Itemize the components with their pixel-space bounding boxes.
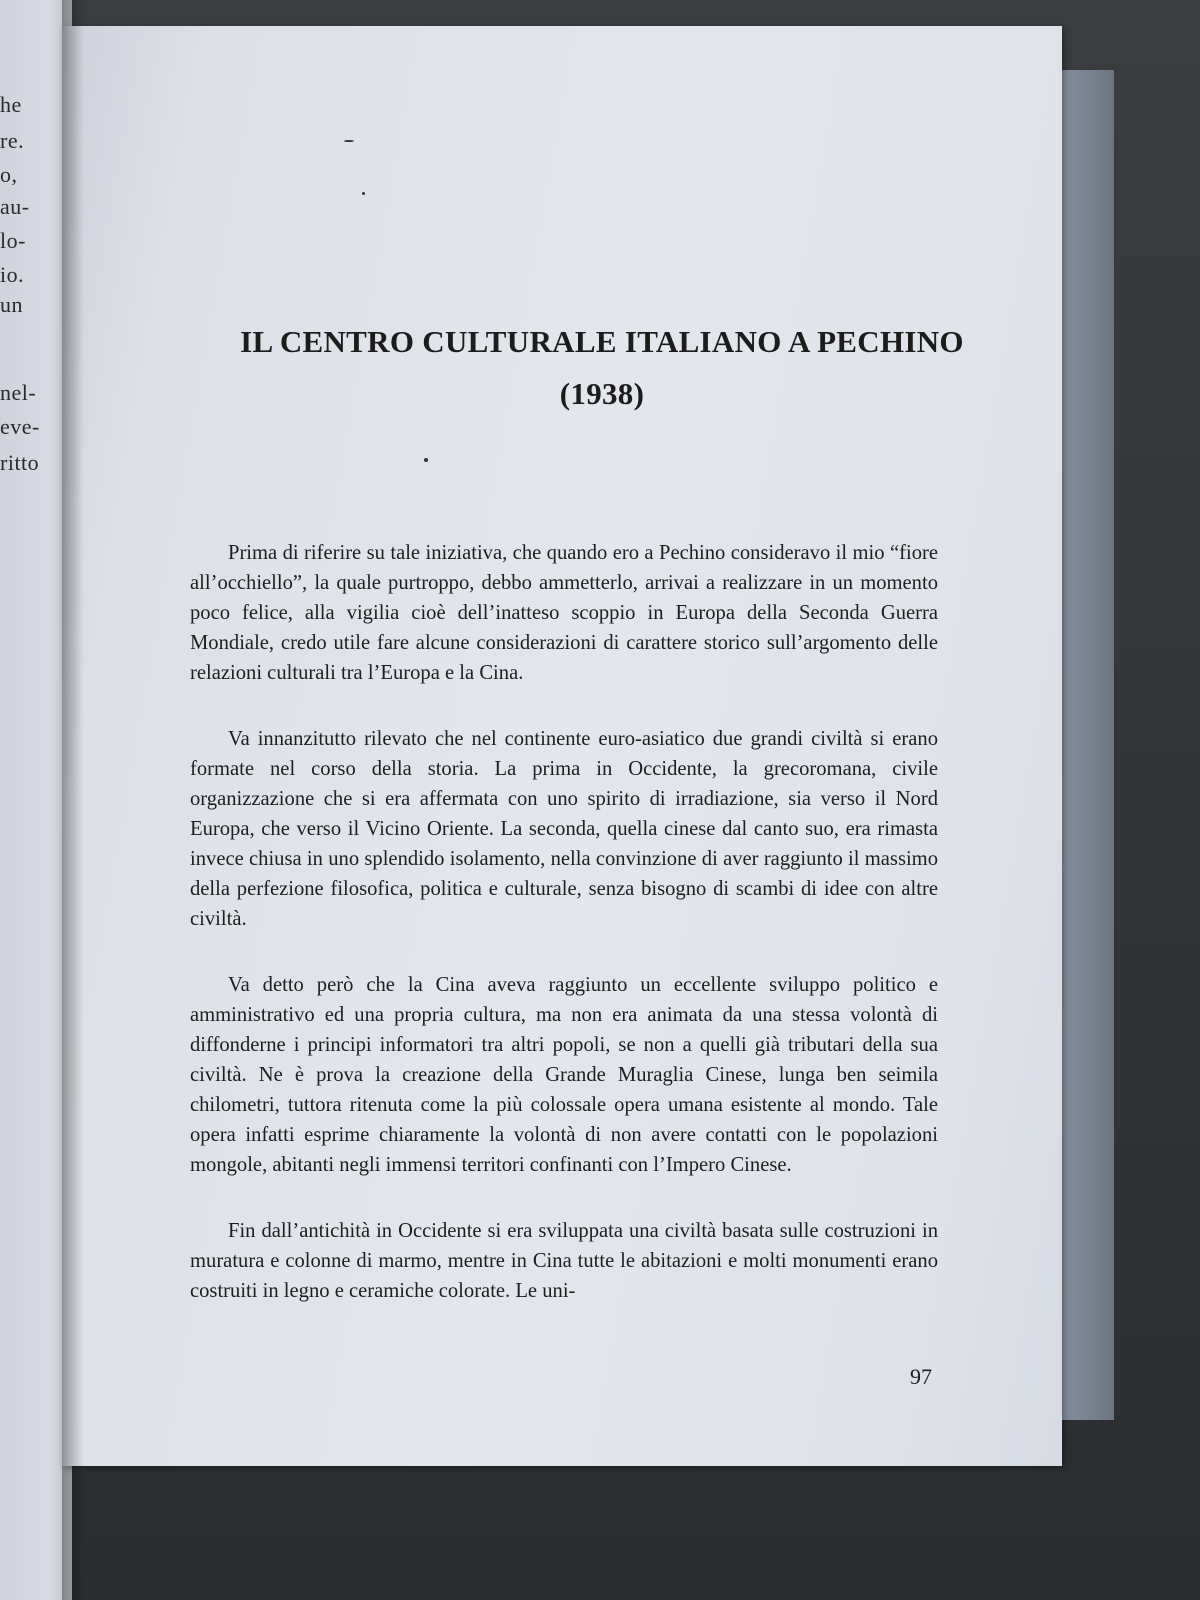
gutter-shadow [62,0,84,1600]
body-text [190,538,938,1342]
chapter-title-line: IL CENTRO CULTURALE ITALIANO A PECHINO [240,324,964,359]
left-page-fragment: o, [0,162,18,187]
ink-speck [424,458,428,462]
chapter-title [162,316,1042,420]
left-page-fragment: un [0,292,23,317]
left-page-fragment: eve- [0,414,40,439]
left-page-fragment: he [0,92,22,117]
book-page [62,26,1062,1466]
ink-speck [362,192,365,195]
paragraph: Fin dall’antichità in Occidente si era sviluppata una civiltà basata sulle costruzioni in muratura e colonne di marmo, mentre in Cina tutte le abitazioni e molti monumenti erano costruiti in legno e ceramiche colorate. Le uni- [190,1220,938,1302]
left-page-fragment: io. [0,262,25,287]
page-number: 97 [910,1364,932,1389]
chapter-title-year: (1938) [559,376,645,411]
left-page-fragment: re. [0,128,25,153]
left-page-fragment: ritto [0,450,40,475]
ink-speck [344,140,354,142]
paragraph: Prima di riferire su tale iniziativa, che quando ero a Pechino consideravo il mio “fiore all’occhiello”, la quale purtroppo, debbo ammetterlo, arrivai a realizzare in un momento poco felice, alla vigilia cioè dell’inatteso scoppio in Europa della Seconda Guerra Mondiale, credo utile fare alcune considerazioni di carattere storico sull’argomento delle relazioni culturali tra l’Europa e la Cina. [190,542,938,684]
paragraph: Va innanzitutto rilevato che nel continente euro-asiatico due grandi civiltà si erano formate nel corso della storia. La prima in Occidente, la grecoromana, civile organizzazione che si era affermata con uno spirito di irradiazione, sia verso il Nord Europa, che verso il Vicino Oriente. La seconda, quella cinese dal canto suo, era rimasta invece chiusa in uno splendido isolamento, nella convinzione di aver raggiunto il massimo della perfezione filosofica, politica e culturale, senza bisogno di scambi di idee con altre civiltà. [190,728,938,930]
paragraph: Va detto però che la Cina aveva raggiunto un eccellente sviluppo politico e amministrativo ed una propria cultura, ma non era animata da una stessa volontà di diffonderne i principi informatori tra altri popoli, se non a quelli già tributari della sua civiltà. Ne è prova la creazione della Grande Muraglia Cinese, lunga ben seimila chilometri, tuttora ritenuta come la più colossale opera umana esistente al mondo. Tale opera infatti esprime chiaramente la volontà di non avere contatti con le popolazioni mongole, abitanti negli immensi territori confinanti con l’Impero Cinese. [190,974,938,1176]
left-page-fragment: nel- [0,380,37,405]
left-page-fragment: lo- [0,228,26,253]
left-page-fragment: au- [0,194,30,219]
